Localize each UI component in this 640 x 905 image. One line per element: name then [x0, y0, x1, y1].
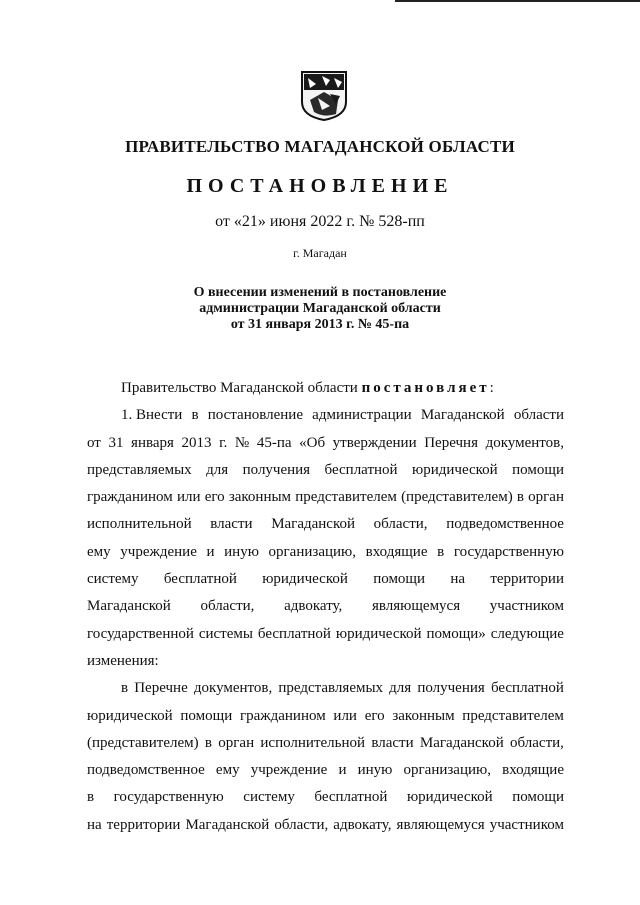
word: помощи — [373, 571, 426, 588]
intro-verb: постановляет — [361, 380, 490, 396]
word: постановление — [207, 407, 303, 424]
word: Перечня — [424, 434, 478, 451]
word: входящие — [365, 543, 428, 560]
word: области, — [373, 516, 428, 533]
word: (представителем) — [87, 734, 199, 751]
word: систему — [87, 571, 139, 588]
paragraph-line: изменения: — [87, 652, 159, 669]
paragraph-line — [87, 757, 564, 784]
word: юридической — [262, 571, 348, 588]
paragraph-line — [87, 539, 564, 566]
word: исполнительной — [87, 516, 192, 533]
word: власти — [371, 734, 414, 751]
word: участником — [489, 598, 564, 615]
decree-date: от «21» июня 2022 г. № 528-пп — [215, 213, 425, 230]
word: и — [338, 762, 347, 779]
word: законным — [392, 707, 455, 724]
word: юридической — [406, 789, 493, 806]
word: и — [206, 543, 215, 560]
paragraph-line — [87, 457, 564, 484]
word: участником — [489, 816, 564, 833]
paragraph-line — [87, 784, 564, 811]
word: января — [131, 434, 174, 451]
paragraph-line — [87, 511, 564, 538]
word: для — [206, 461, 229, 478]
word: Магаданской — [419, 734, 504, 751]
word: представляемых — [278, 680, 384, 697]
paragraph-line — [87, 484, 564, 511]
word: бесплатной — [324, 461, 398, 478]
word: организацию, — [268, 543, 356, 560]
word: учреждение — [250, 762, 328, 779]
word: учреждение — [120, 543, 197, 560]
top-border-line — [395, 0, 640, 2]
word: бесплатной — [257, 625, 331, 642]
paragraph-line — [87, 621, 564, 648]
word: области, — [200, 598, 255, 615]
word: в — [121, 680, 129, 697]
word: являющемуся — [396, 816, 485, 833]
intro-prefix: Правительство Магаданской области — [121, 380, 362, 396]
word: в — [204, 734, 212, 751]
word: бесплатной — [163, 571, 237, 588]
word: области — [513, 407, 564, 424]
word: организацию, — [403, 762, 491, 779]
word: (представителем) — [401, 489, 513, 506]
word: юридической — [335, 625, 422, 642]
word: г. — [219, 434, 228, 451]
word: или — [176, 489, 201, 506]
word: Перечне — [134, 680, 188, 697]
word: адвокату, — [284, 598, 343, 615]
word: представляемых — [87, 461, 192, 478]
word: гражданином — [239, 707, 326, 724]
paragraph-line — [87, 675, 564, 702]
word: на — [87, 816, 102, 833]
word: помощи — [512, 789, 564, 806]
word: систему — [243, 789, 295, 806]
decree-title: ПОСТАНОВЛЕНИЕ — [186, 175, 454, 197]
word: государственной — [87, 625, 194, 642]
paragraph-line — [87, 812, 564, 839]
word: администрации — [312, 407, 412, 424]
word: законным — [228, 489, 292, 506]
word: в — [516, 489, 524, 506]
word: его — [364, 707, 385, 724]
word: от — [87, 434, 101, 451]
word: документов, — [193, 680, 273, 697]
word: представителем — [295, 489, 397, 506]
word: получения — [417, 680, 485, 697]
paragraph-line — [87, 430, 564, 457]
word: юридической — [87, 707, 173, 724]
word: следующие — [490, 625, 564, 642]
word: территории — [490, 571, 564, 588]
city-name: г. Магадан — [293, 246, 347, 260]
word: в — [87, 789, 95, 806]
word: «Об — [299, 434, 326, 451]
word: входящие — [502, 762, 564, 779]
subject-line: администрации Магаданской области — [199, 301, 441, 316]
word: или — [333, 707, 357, 724]
word: Магаданской — [185, 816, 270, 833]
word: подведомственное — [87, 762, 205, 779]
word: 1. Внести — [121, 407, 183, 424]
word: Магаданской — [420, 407, 505, 424]
word: подведомственное — [446, 516, 564, 533]
word: 2013 — [181, 434, 212, 451]
word: области, — [274, 816, 329, 833]
word: государственную — [113, 789, 224, 806]
word: юридической — [412, 461, 498, 478]
word: гражданином — [87, 489, 173, 506]
word: бесплатной — [490, 680, 564, 697]
word: помощи — [512, 461, 564, 478]
word: области, — [510, 734, 564, 751]
intro-suffix: : — [489, 380, 494, 396]
word: Магаданской — [87, 598, 171, 615]
word: иную — [357, 762, 393, 779]
word: для — [389, 680, 412, 697]
word: системы — [198, 625, 253, 642]
paragraph-line — [87, 402, 564, 429]
word: № — [234, 434, 250, 451]
word: помощи — [180, 707, 233, 724]
word: 31 — [108, 434, 124, 451]
word: орган — [528, 489, 564, 506]
word: его — [204, 489, 225, 506]
government-title: ПРАВИТЕЛЬСТВО МАГАДАНСКОЙ ОБЛАСТИ — [125, 137, 515, 156]
word: орган — [218, 734, 255, 751]
subject-line: О внесении изменений в постановление — [193, 285, 447, 300]
word: представителем — [462, 707, 564, 724]
word: на — [450, 571, 466, 588]
word: получения — [242, 461, 311, 478]
paragraph-line — [87, 566, 564, 593]
word: адвокату, — [333, 816, 392, 833]
word: 45-па — [256, 434, 292, 451]
decree-subject — [0, 285, 640, 333]
paragraph-line — [87, 703, 564, 730]
word: Магаданской — [271, 516, 356, 533]
word: помощи» — [426, 625, 486, 642]
coat-of-arms-emblem — [300, 70, 348, 122]
word: ему — [215, 762, 240, 779]
word: являющемуся — [371, 598, 461, 615]
subject-line: от 31 января 2013 г. № 45-па — [230, 317, 410, 332]
word: ему — [87, 543, 111, 560]
word: документов, — [485, 434, 564, 451]
decree-body — [87, 375, 564, 839]
word: власти — [210, 516, 253, 533]
word: в — [191, 407, 199, 424]
word: иную — [224, 543, 259, 560]
paragraph-line — [87, 593, 564, 620]
word: государственную — [453, 543, 564, 560]
intro-line — [87, 375, 564, 402]
word: территории — [106, 816, 181, 833]
word: в — [437, 543, 445, 560]
word: бесплатной — [314, 789, 388, 806]
word: утверждении — [332, 434, 417, 451]
paragraph-line — [87, 730, 564, 757]
word: исполнительной — [260, 734, 366, 751]
